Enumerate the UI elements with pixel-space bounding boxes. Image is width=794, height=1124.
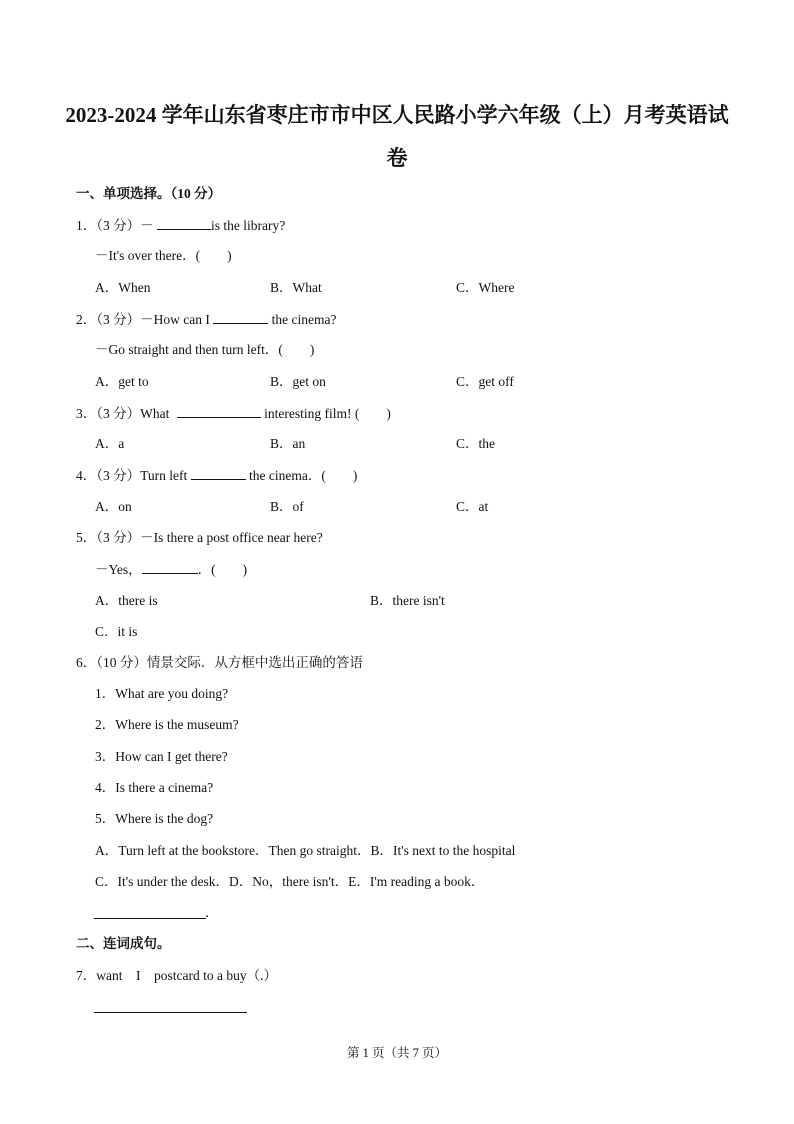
- q2-suffix: the cinema?: [271, 312, 337, 327]
- q5-option-c[interactable]: C．it is: [95, 624, 138, 639]
- q2-response: －Go straight and then turn left．( ): [95, 342, 315, 357]
- q7-answer-line[interactable]: [94, 1012, 247, 1013]
- q1-option-a[interactable]: A．When: [95, 280, 151, 295]
- q4-option-c[interactable]: C．at: [456, 499, 489, 514]
- section2-heading: 二、连词成句。: [76, 936, 171, 951]
- q1-prefix: 1．（3 分）－: [76, 218, 154, 233]
- exam-title-line2: 卷: [386, 146, 408, 170]
- q4-prefix: 4．（3 分）Turn left: [76, 468, 188, 483]
- q1-suffix: is the library?: [211, 218, 286, 233]
- q2-blank[interactable]: [213, 311, 268, 324]
- q6-answers-line2: C．It's under the desk．D．No，there isn't．E．I'm reading a book．: [95, 874, 485, 889]
- q2-option-a[interactable]: A．get to: [95, 374, 149, 389]
- section1-heading: 一、单项选择。（10 分）: [76, 186, 222, 201]
- q1-stem: [76, 217, 285, 234]
- q3-blank[interactable]: [177, 405, 261, 418]
- q5-option-b[interactable]: B．there isn't: [370, 593, 445, 608]
- q3-option-c[interactable]: C．the: [456, 436, 495, 451]
- q2-option-b[interactable]: B．get on: [270, 374, 326, 389]
- q4-option-b[interactable]: B．of: [270, 499, 304, 514]
- q6-item-2: 2．Where is the museum?: [95, 717, 239, 732]
- q3-option-b[interactable]: B．an: [270, 436, 306, 451]
- q1-blank[interactable]: [157, 217, 211, 230]
- q5-blank[interactable]: [142, 561, 198, 574]
- q6-item-3: 3．How can I get there?: [95, 749, 228, 764]
- q1-response: －It's over there．( ): [95, 248, 232, 263]
- q6-item-5: 5．Where is the dog?: [95, 811, 214, 826]
- q1-option-c[interactable]: C．Where: [456, 280, 515, 295]
- q3-suffix: interesting film! ( ): [264, 406, 391, 421]
- q3-prefix: 3．（3 分）What: [76, 406, 170, 421]
- q6-item-4: 4．Is there a cinema?: [95, 780, 214, 795]
- q6-item-1: 1．What are you doing?: [95, 686, 229, 701]
- q6-heading: 6．（10 分）情景交际．从方框中选出正确的答语: [76, 655, 363, 670]
- q4-option-a[interactable]: A．on: [95, 499, 132, 514]
- q5-response-prefix: －Yes，: [95, 562, 142, 577]
- q3-stem: [76, 405, 391, 422]
- q6-answers-line1: A．Turn left at the bookstore．Then go straight．B．It's next to the hospital: [95, 843, 516, 858]
- q2-stem: [76, 311, 336, 328]
- q6-answer-line[interactable]: [94, 918, 206, 919]
- page-footer: 第 1 页（共 7 页）: [346, 1046, 447, 1060]
- q4-stem: [76, 467, 357, 484]
- q5-response-suffix: ．( ): [197, 562, 248, 577]
- q4-blank[interactable]: [191, 467, 246, 480]
- q4-suffix: the cinema．( ): [249, 468, 358, 483]
- q5-stem: 5．（3 分）－Is there a post office near here?: [76, 530, 323, 545]
- q6-end-mark: ．: [205, 905, 219, 920]
- q5-option-a[interactable]: A．there is: [95, 593, 158, 608]
- q5-response: [95, 561, 247, 578]
- q3-option-a[interactable]: A．a: [95, 436, 125, 451]
- q7-stem: 7．want I postcard to a buy（.）: [76, 968, 277, 983]
- q2-option-c[interactable]: C．get off: [456, 374, 514, 389]
- q1-option-b[interactable]: B．What: [270, 280, 322, 295]
- exam-title-line1: 2023-2024 学年山东省枣庄市市中区人民路小学六年级（上）月考英语试: [65, 103, 729, 127]
- q2-prefix: 2．（3 分）－How can I: [76, 312, 210, 327]
